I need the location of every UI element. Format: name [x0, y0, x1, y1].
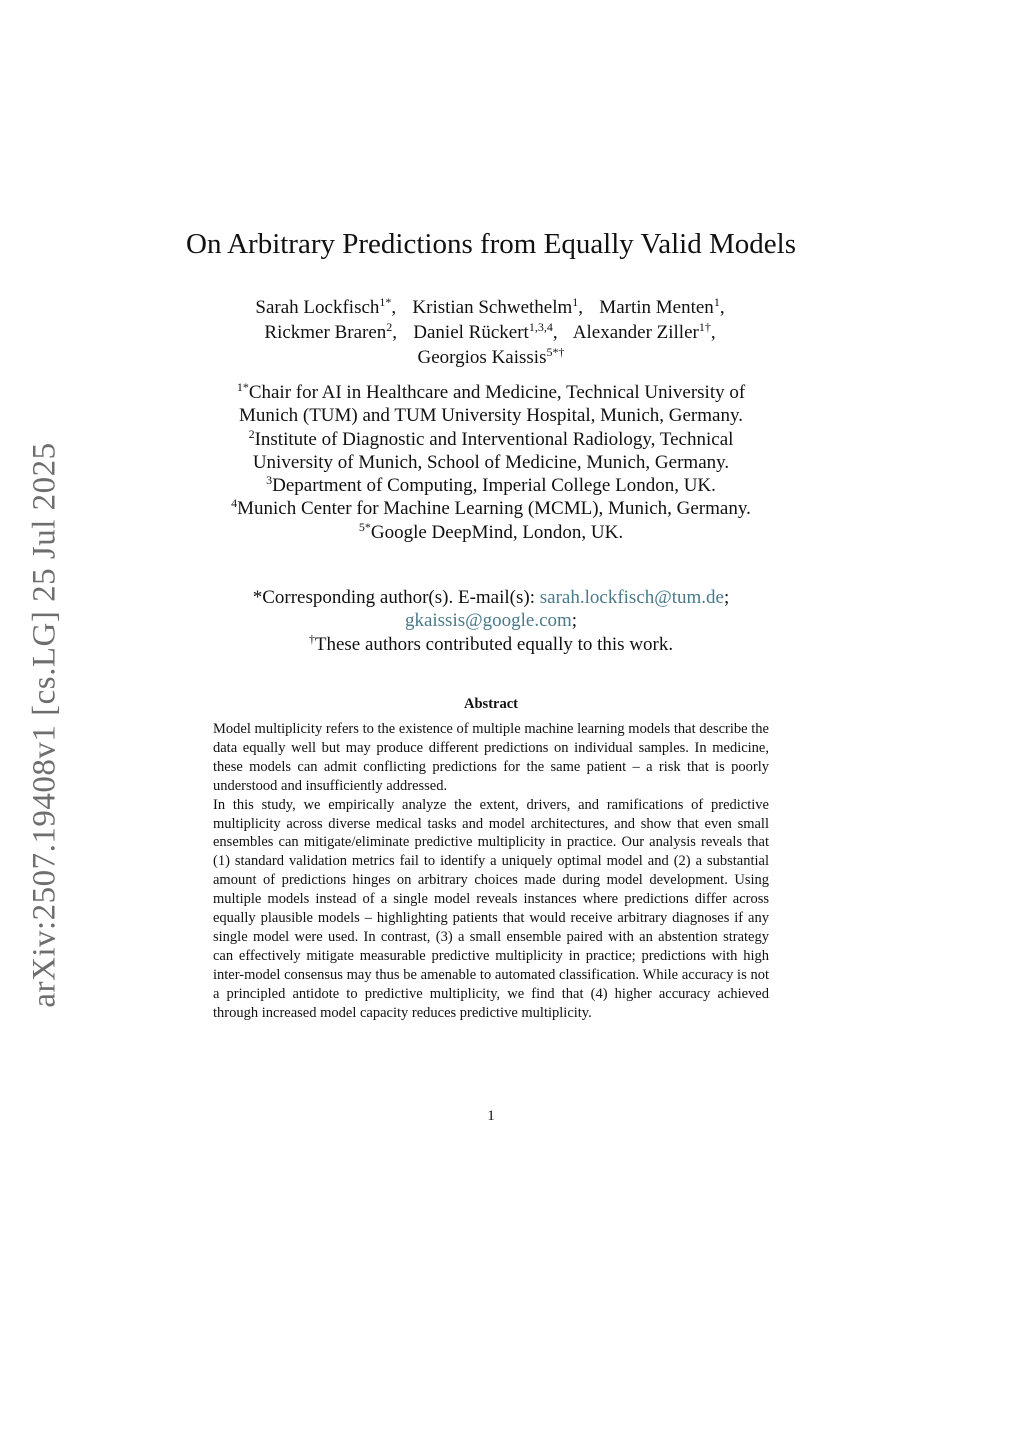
affiliation-mark: 4 — [231, 496, 238, 511]
author-affiliation-mark: 1 — [572, 295, 579, 309]
abstract-body — [213, 720, 769, 1023]
affiliation-mark: 2 — [248, 426, 255, 441]
author-daniel-rueckert — [413, 322, 553, 343]
affiliation-line: Google DeepMind, London, UK. — [370, 521, 624, 543]
author-list: Sarah Lockfisch$^{1*}$, Kristian Schwethelm$^1$, Martin Menten$^1$, Rickmer Braren$^2$, Daniel Rückert$^{1,3,4}$, Alexander Ziller$^{1\dagger}$, Georgios Kaissis$^{5*\dagger}$ — [255, 295, 725, 368]
affiliation-list — [0, 381, 982, 544]
author-name: Rickmer Braren — [264, 322, 387, 343]
affiliation-line: Department of Computing, Imperial College London, UK. — [272, 475, 716, 497]
author-affiliation-mark: 1 — [713, 295, 720, 309]
affiliation-mcml — [0, 497, 982, 520]
affiliation-line: Munich (TUM) and TUM University Hospital, Munich, Germany. — [239, 405, 743, 427]
author-affiliation-mark: 5*† — [546, 345, 565, 359]
affiliation-line: Chair for AI in Healthcare and Medicine, Technical University of — [248, 382, 746, 403]
correspondence-block — [0, 586, 982, 656]
email-link-kaissis[interactable]: gkaissis@google.com — [404, 610, 572, 632]
author-georgios-kaissis — [418, 347, 565, 368]
email-link-lockfisch[interactable]: sarah.lockfisch@tum.de — [539, 587, 724, 608]
dagger-mark: † — [308, 631, 315, 646]
author-martin-menten — [599, 297, 720, 318]
author-name: Georgios Kaissis — [417, 347, 547, 368]
author-kristian-schwethelm — [412, 297, 578, 318]
email-separator: ; — [724, 587, 730, 608]
abstract-paragraph-1: Model multiplicity refers to the existence of multiple machine learning models that describe the data equally well but may produce different predictions on individual samples. In medicine, these models can admit conflicting predictions for the same patient – a risk that is poorly understood and insufficiently addressed. — [213, 721, 769, 794]
affiliation-imperial — [0, 474, 982, 497]
affiliation-tum-ai — [0, 381, 982, 428]
email-separator: ; — [571, 610, 578, 632]
affiliation-line: Institute of Diagnostic and Interventional Radiology, Technical — [254, 428, 734, 450]
author-alexander-ziller — [573, 322, 711, 343]
page-number: 1 — [487, 1108, 495, 1124]
arxiv-identifier: arXiv:2507.19408v1 [cs.LG] 25 Jul 2025 — [26, 442, 63, 1008]
author-name: Alexander Ziller — [572, 322, 699, 343]
author-rickmer-braren — [264, 322, 392, 343]
corresponding-authors-line — [0, 586, 982, 609]
author-name: Martin Menten — [599, 297, 714, 318]
affiliation-mark: 5* — [358, 519, 371, 534]
author-affiliation-mark: 1* — [379, 295, 392, 309]
affiliation-tum-radiology — [0, 428, 982, 475]
author-affiliation-mark: 2 — [386, 320, 393, 334]
author-sarah-lockfisch — [255, 297, 391, 318]
affiliation-deepmind — [0, 521, 982, 544]
author-name: Kristian Schwethelm — [412, 297, 573, 318]
author-affiliation-mark: 1,3,4 — [528, 320, 553, 334]
author-affiliation-mark: 1† — [698, 320, 711, 334]
affiliation-line: University of Munich, School of Medicine, Munich, Germany. — [252, 451, 730, 473]
abstract-heading: Abstract — [464, 696, 518, 712]
affiliation-line: Munich Center for Machine Learning (MCML), Munich, Germany. — [237, 498, 751, 520]
author-name: Daniel Rückert — [413, 322, 529, 343]
equal-contribution-text: These authors contributed equally to this work. — [314, 633, 674, 655]
corresponding-prefix: *Corresponding author(s). E-mail(s): — [252, 587, 540, 608]
paper-title: On Arbitrary Predictions from Equally Valid Models — [186, 228, 796, 260]
affiliation-mark: 3 — [266, 473, 273, 488]
abstract-paragraph-2: In this study, we empirically analyze the extent, drivers, and ramifications of predictive multiplicity across diverse medical tasks and model architectures, and show that even small ensembles can mitigate/eliminate predictive multiplicity in practice. Our analysis reveals that (1) standard validation metrics fail to identify a uniquely optimal model and (2) a substantial amount of predictions hinges on arbitrary choices made during model development. Using multiple models instead of a single model reveals instances where predictions differ across equally plausible models – highlighting patients that would receive arbitrary diagnoses if any single model were used. In contrast, (3) a small ensemble paired with an abstention strategy can effectively mitigate measurable predictive multiplicity in practice; predictions with high inter-model consensus may thus be amenable to automated classification. While accuracy is not a principled antidote to predictive multiplicity, we find that (4) higher accuracy achieved through increased model capacity reduces predictive multiplicity. — [213, 796, 769, 1021]
author-name: Sarah Lockfisch — [255, 297, 380, 318]
affiliation-mark: 1* — [236, 380, 249, 394]
equal-contribution-note — [0, 633, 982, 656]
second-email-line — [0, 609, 982, 632]
